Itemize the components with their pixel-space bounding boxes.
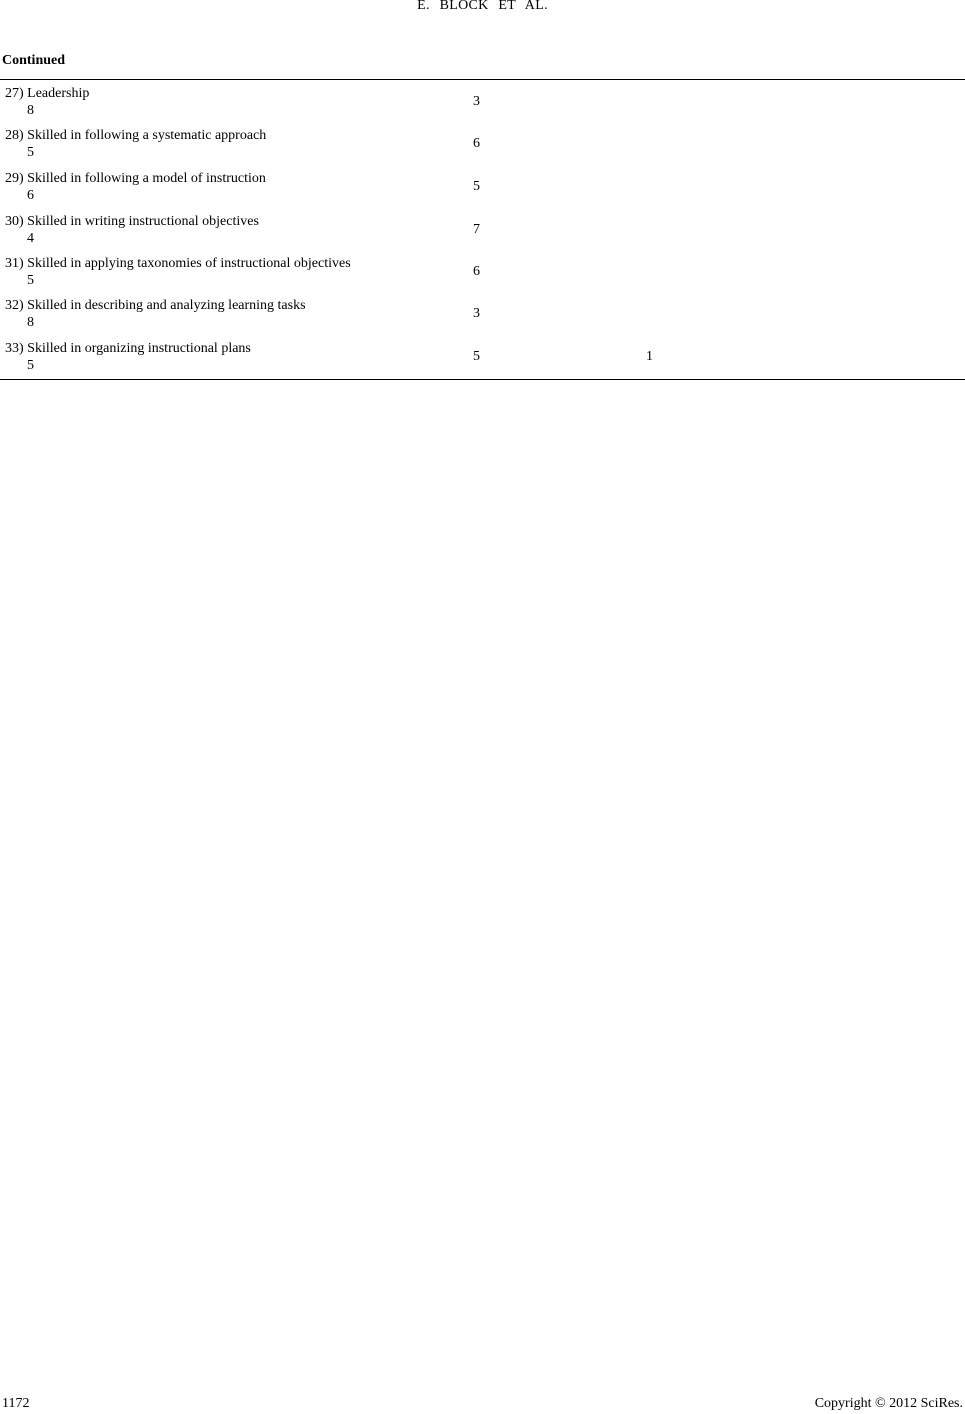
cell-col-a: 3 (473, 306, 480, 321)
item-sub-value: 5 (27, 273, 34, 288)
cell-col-a: 5 (473, 349, 480, 364)
item-sub-value: 8 (27, 103, 34, 118)
cell-col-a: 7 (473, 222, 480, 237)
cell-col-b: 1 (646, 349, 653, 364)
item-sub-value: 5 (27, 145, 34, 160)
item-label: 33) Skilled in organizing instructional plans (5, 341, 251, 356)
running-head: E. BLOCK ET AL. (417, 0, 548, 13)
item-label: 30) Skilled in writing instructional objectives (5, 214, 259, 229)
table-row (0, 167, 965, 209)
cell-col-a: 3 (473, 94, 480, 109)
cell-col-a: 5 (473, 179, 480, 194)
item-label: 32) Skilled in describing and analyzing learning tasks (5, 298, 306, 313)
item-sub-value: 4 (27, 231, 34, 246)
item-sub-value: 6 (27, 188, 34, 203)
table-row (0, 252, 965, 294)
table-caption: Continued (2, 53, 66, 68)
table-row (0, 124, 965, 166)
item-label: 28) Skilled in following a systematic approach (5, 128, 267, 143)
item-label: 27) Leadership (5, 86, 90, 101)
data-table (0, 79, 965, 380)
table-row (0, 294, 965, 336)
table-row (0, 210, 965, 252)
cell-col-a: 6 (473, 264, 480, 279)
cell-col-a: 6 (473, 136, 480, 151)
item-label: 31) Skilled in applying taxonomies of instructional objectives (5, 256, 351, 271)
item-sub-value: 8 (27, 315, 34, 330)
page-number: 1172 (2, 1396, 30, 1411)
item-sub-value: 5 (27, 358, 34, 373)
table-row (0, 337, 965, 379)
table-row (0, 82, 965, 124)
item-label: 29) Skilled in following a model of instruction (5, 171, 266, 186)
copyright-notice: Copyright © 2012 SciRes. (814, 1396, 963, 1411)
